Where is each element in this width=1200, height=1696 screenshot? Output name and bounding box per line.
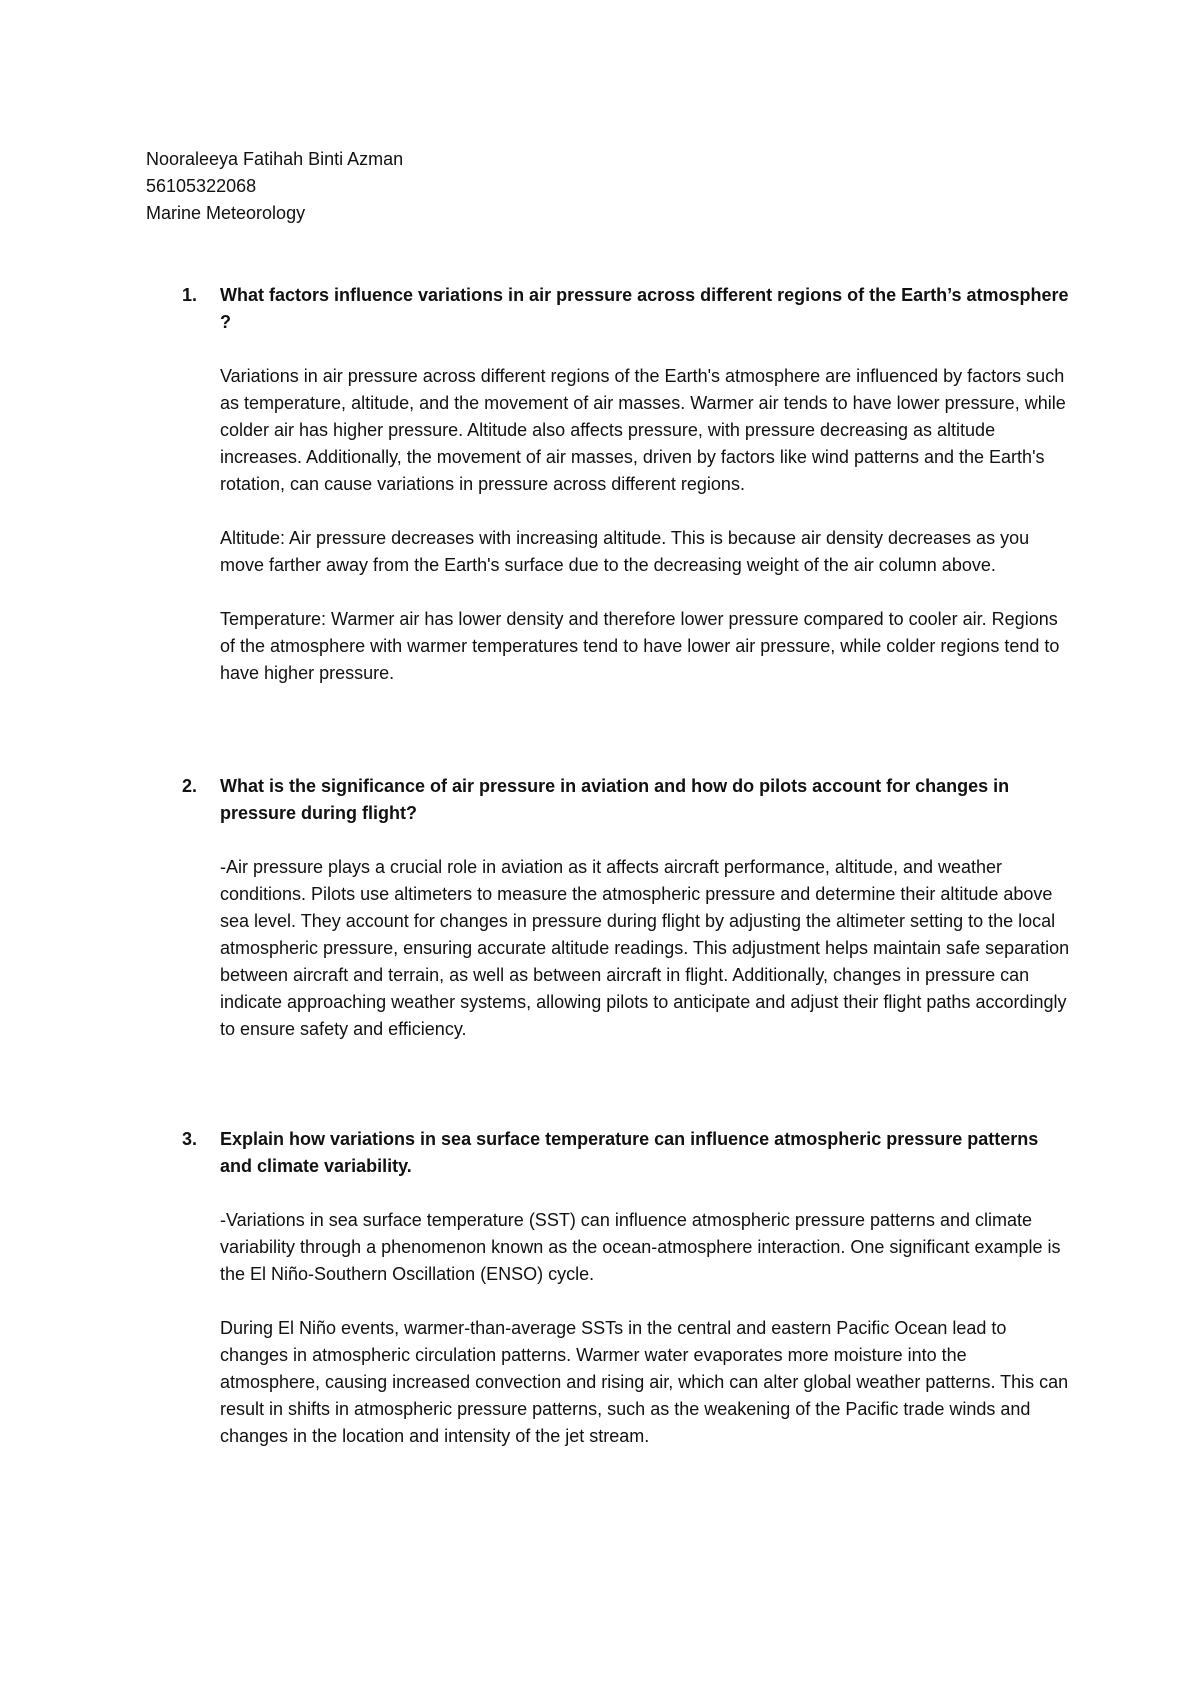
answer-paragraph: Temperature: Warmer air has lower density and therefore lower pressure compared to cooler air. Regions of the atmosphere with warmer temperatures tend to have lower air pressure, while colder regions tend to have higher pressure. [220, 609, 1060, 683]
question-title: What is the significance of air pressure in aviation and how do pilots account for changes in pressure during flight? [220, 776, 1010, 823]
question-number: 2. [182, 776, 198, 796]
student-id: 56105322068 [146, 176, 257, 196]
course-name: Marine Meteorology [146, 203, 306, 223]
question-block-2 [146, 773, 1076, 1043]
question-block-3 [146, 1126, 1076, 1450]
answer-paragraph: -Variations in sea surface temperature (SST) can influence atmospheric pressure patterns and climate variability through a phenomenon known as the ocean-atmosphere interaction. One significant example is the El Niño-Southern Oscillation (ENSO) cycle. [220, 1210, 1061, 1284]
question-title: Explain how variations in sea surface temperature can influence atmospheric pressure patterns and climate variability. [220, 1129, 1039, 1176]
document-header [146, 146, 846, 227]
question-block-1 [146, 282, 1076, 687]
question-title: What factors influence variations in air pressure across different regions of the Earth’s atmosphere ? [220, 285, 1069, 332]
answer-paragraph: Variations in air pressure across different regions of the Earth's atmosphere are influenced by factors such as temperature, altitude, and the movement of air masses. Warmer air tends to have lower pressure, while colder air has higher pressure. Altitude also affects pressure, with pressure decreasing as altitude increases. Additionally, the movement of air masses, driven by factors like wind patterns and the Earth's rotation, can cause variations in pressure across different regions. [220, 366, 1066, 494]
question-number: 1. [182, 285, 198, 305]
answer-paragraph: During El Niño events, warmer-than-average SSTs in the central and eastern Pacific Ocean lead to changes in atmospheric circulation patterns. Warmer water evaporates more moisture into the atmosphere, causing increased convection and rising air, which can alter global weather patterns. This can result in shifts in atmospheric pressure patterns, such as the weakening of the Pacific trade winds and changes in the location and intensity of the jet stream. [220, 1318, 1069, 1446]
answer-paragraph: Altitude: Air pressure decreases with increasing altitude. This is because air density decreases as you move farther away from the Earth's surface due to the decreasing weight of the air column above. [220, 528, 1030, 575]
author-name: Nooraleeya Fatihah Binti Azman [146, 149, 404, 169]
answer-paragraph: -Air pressure plays a crucial role in aviation as it affects aircraft performance, altitude, and weather conditions. Pilots use altimeters to measure the atmospheric pressure and determine their altitude above sea level. They account for changes in pressure during flight by adjusting the altimeter setting to the local atmospheric pressure, ensuring accurate altitude readings. This adjustment helps maintain safe separation between aircraft and terrain, as well as between aircraft in flight. Additionally, changes in pressure can indicate approaching weather systems, allowing pilots to anticipate and adjust their flight paths accordingly to ensure safety and efficiency. [220, 857, 1070, 1039]
question-number: 3. [182, 1129, 198, 1149]
